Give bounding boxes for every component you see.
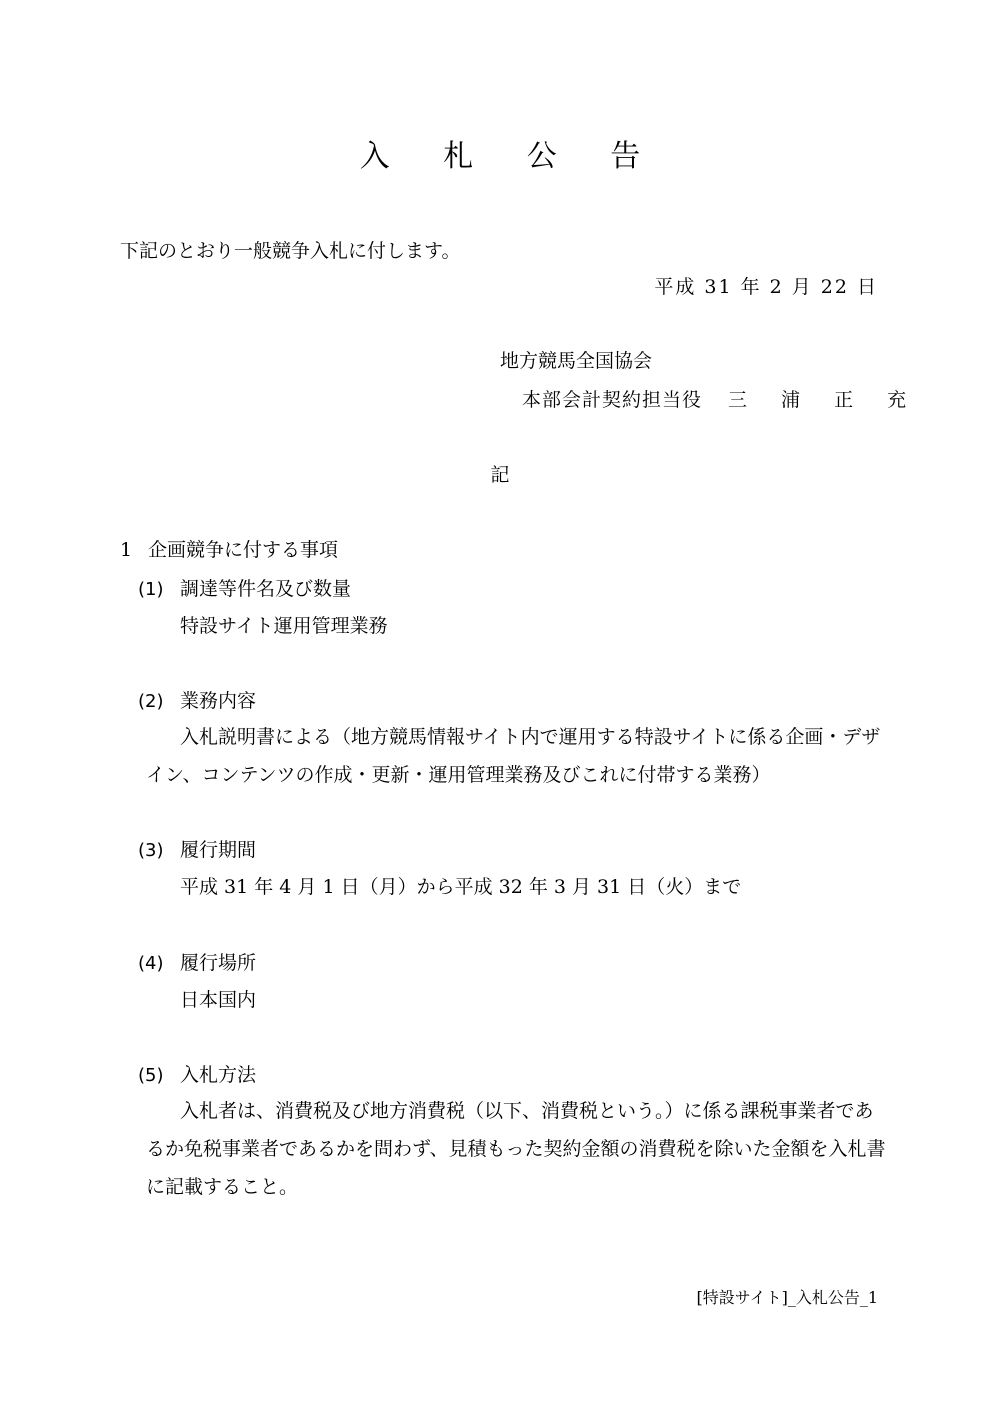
item-2-heading — [138, 692, 256, 711]
ki-marker: 記 — [490, 464, 510, 486]
issue-date: 平成 31 年 2 月 22 日 — [654, 276, 878, 298]
item-5-title: 入札方法 — [180, 1064, 257, 1086]
item-3-body: 平成 31 年 4 月 1 日（月）から平成 32 年 3 月 31 日（火）まで — [180, 876, 742, 898]
item-5-body: 入札者は、消費税及び地方消費税（以下、消費税という。）に係る課税事業者であるか免税事業者であるかを問わず、見積もった契約金額の消費税を除いた金額を入札書に記載すること。 — [146, 1100, 886, 1198]
item-3-title: 履行期間 — [180, 839, 257, 861]
section-1-heading — [120, 541, 338, 560]
organization-name: 地方競馬全国協会 — [500, 350, 653, 372]
official-role: 本部会計契約担当役 — [522, 389, 703, 411]
item-4-number: (4) — [138, 953, 164, 974]
section-1-title: 企画競争に付する事項 — [148, 539, 339, 561]
official-name: 三 浦 正 充 — [728, 389, 921, 411]
item-1-title: 調達等件名及び数量 — [180, 578, 352, 600]
document-title: 入 札 公 告 — [359, 139, 663, 174]
section-1-number: 1 — [120, 539, 133, 561]
intro-text: 下記のとおり一般競争入札に付します。 — [120, 240, 461, 262]
item-4-heading — [138, 954, 256, 973]
item-2-number: (2) — [138, 691, 164, 712]
item-1-heading — [138, 580, 351, 599]
item-4-body: 日本国内 — [180, 989, 257, 1011]
item-3-heading — [138, 841, 256, 860]
item-1-body: 特設サイト運用管理業務 — [180, 615, 388, 637]
page-footer: [特設サイト]_入札公告_1 — [696, 1288, 878, 1307]
official-line — [522, 391, 920, 410]
item-5-number: (5) — [138, 1065, 164, 1086]
item-2-body: 入札説明書による（地方競馬情報サイト内で運用する特設サイトに係る企画・デザイン、コンテンツの作成・更新・運用管理業務及びこれに付帯する業務） — [146, 726, 881, 786]
item-1-number: (1) — [138, 579, 164, 600]
item-2-title: 業務内容 — [180, 690, 257, 712]
item-3-number: (3) — [138, 840, 164, 861]
item-4-title: 履行場所 — [180, 952, 257, 974]
item-5-heading — [138, 1066, 256, 1085]
